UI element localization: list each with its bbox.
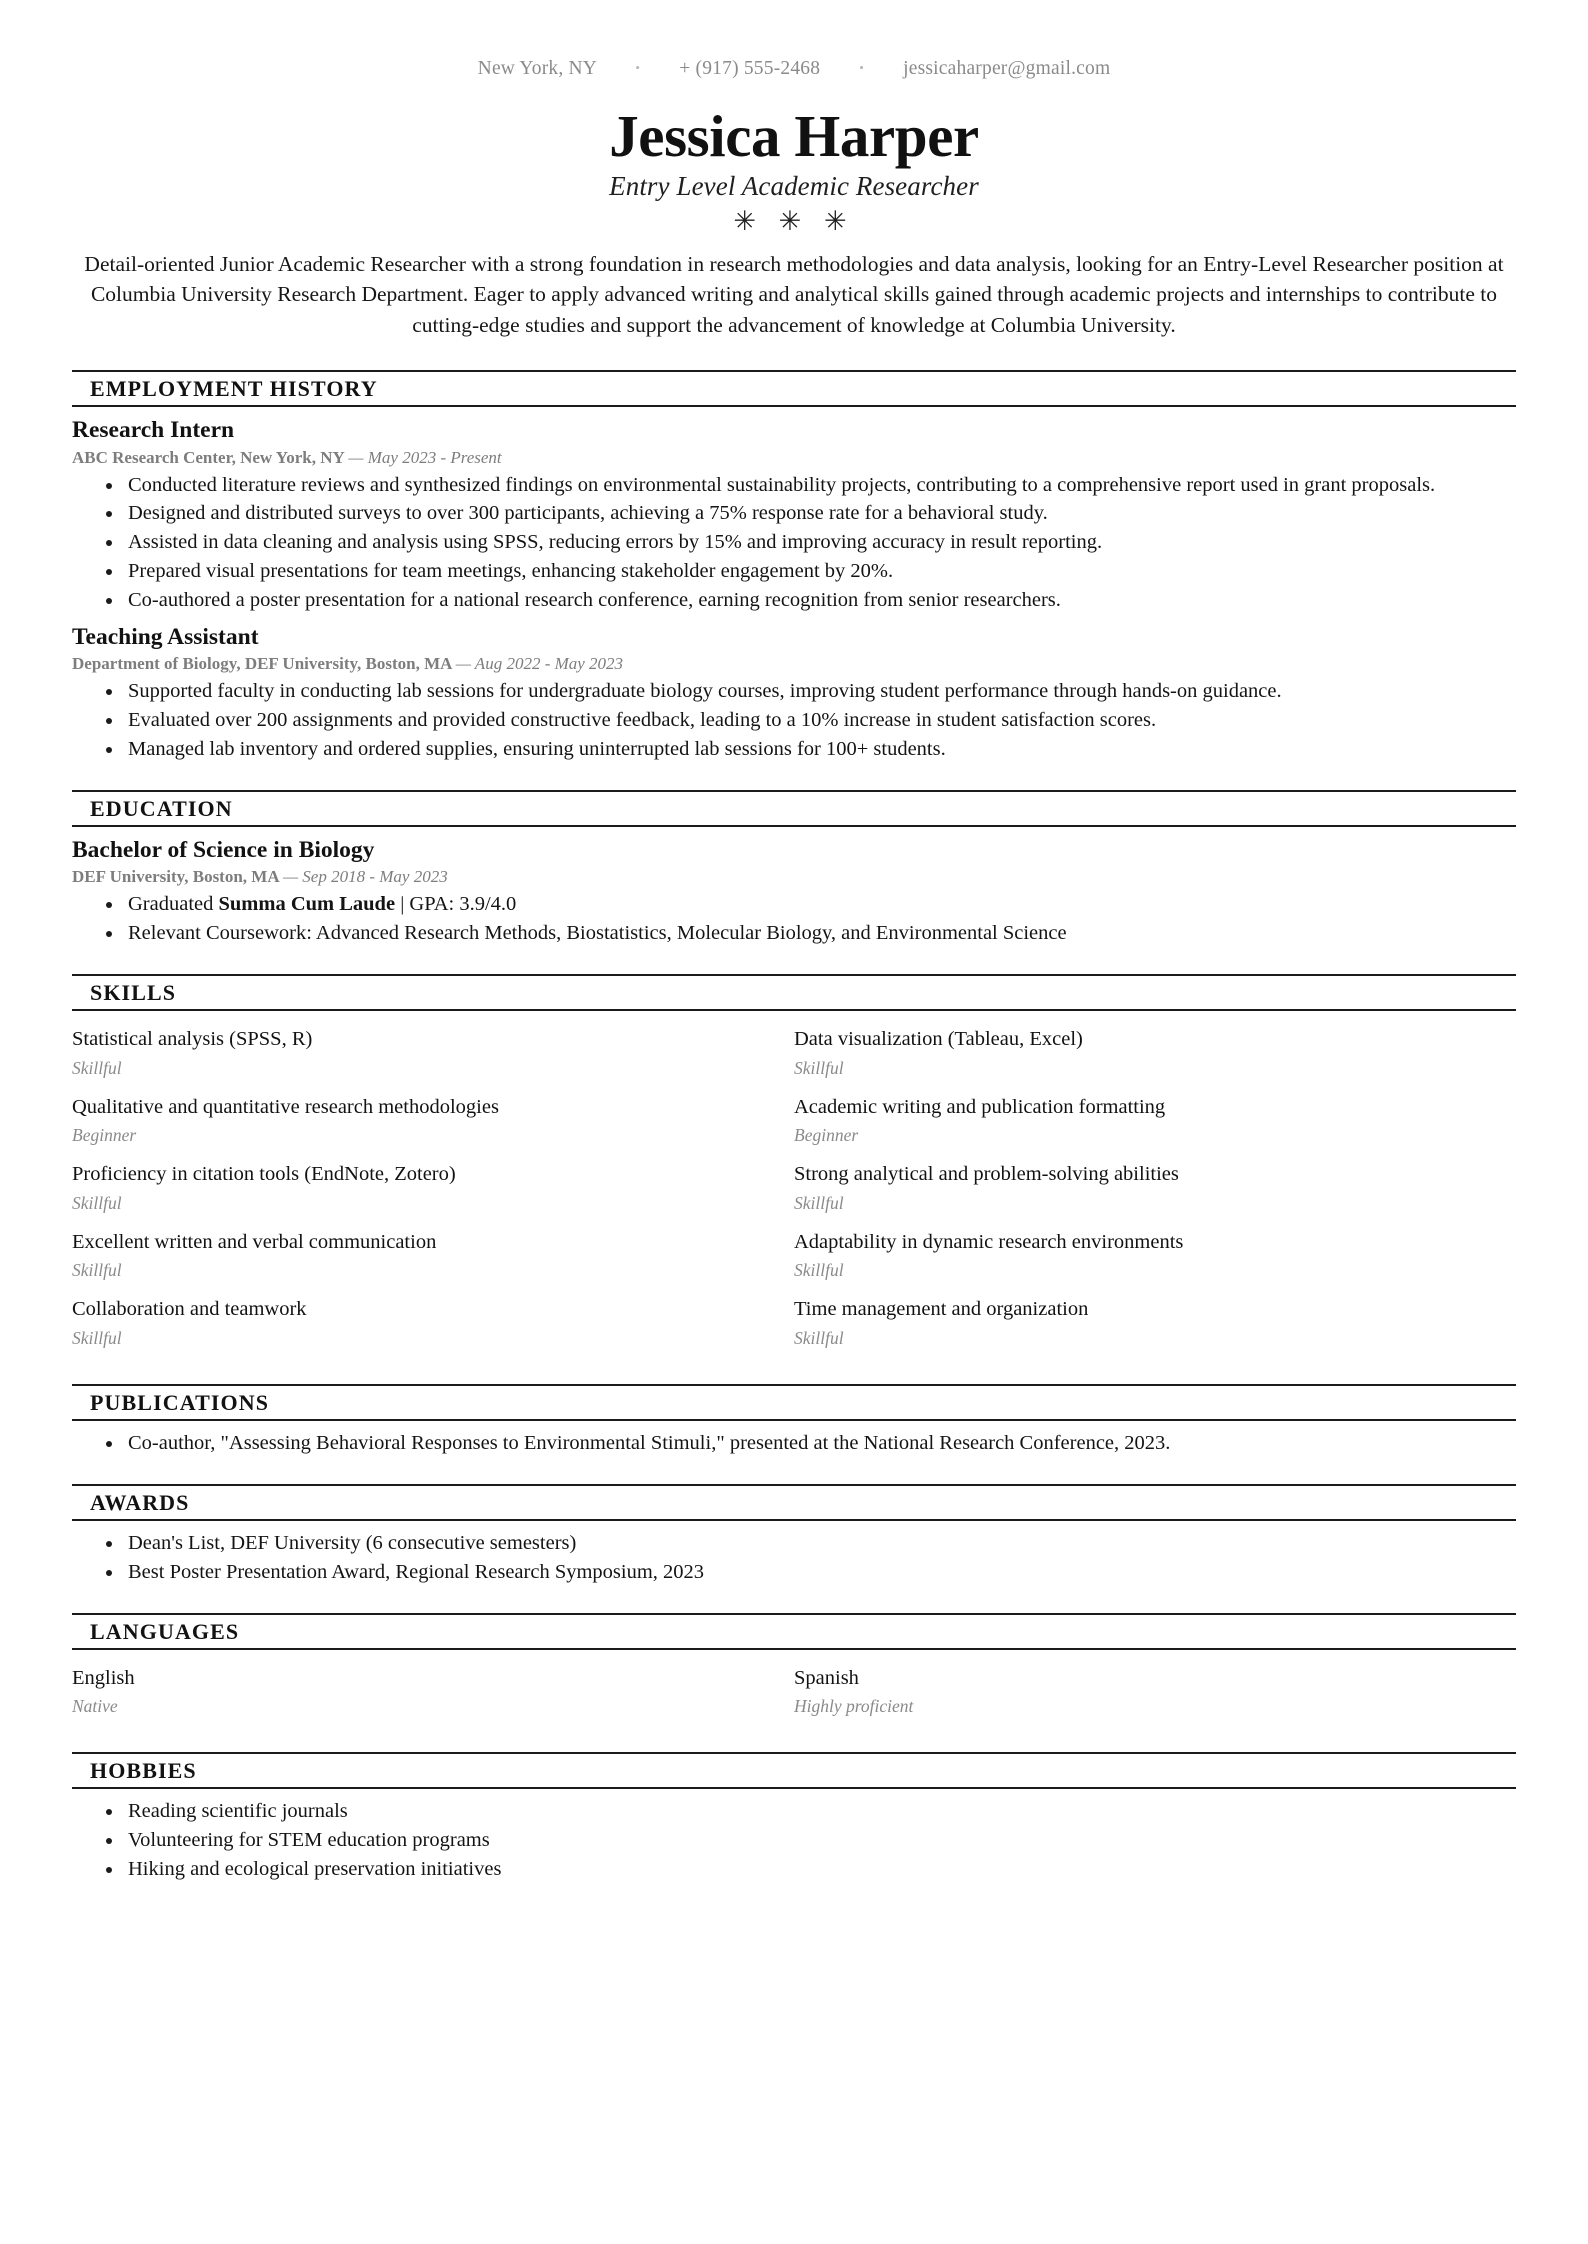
publications-list [72,1430,1516,1458]
list-item: Relevant Coursework: Advanced Research Methods, Biostatistics, Molecular Biology, and Environmental Science [126,920,1516,948]
skills-grid [72,1020,1516,1358]
skill-item [794,1223,1516,1291]
contact-location: New York, NY [477,58,597,79]
list-item: Best Poster Presentation Award, Regional Research Symposium, 2023 [126,1559,1516,1587]
entry-organization: Department of Biology, DEF University, Boston, MA [72,654,456,674]
skill-item [794,1088,1516,1156]
languages-grid [72,1659,1516,1727]
list-item: Volunteering for STEM education programs [126,1827,1516,1855]
skill-item [72,1088,794,1156]
item-level: Skillful [794,1260,844,1281]
experience-entry [72,836,1516,948]
entry-bullets [72,891,1516,948]
section-hobbies [72,1752,1516,1884]
contact-line [72,58,1516,80]
item-name: Collaboration and teamwork [72,1298,307,1321]
item-name: Statistical analysis (SPSS, R) [72,1027,313,1050]
item-name: Spanish [794,1666,859,1689]
list-item: Dean's List, DEF University (6 consecutive semesters) [126,1530,1516,1558]
item-level: Skillful [794,1328,844,1349]
entry-title: Bachelor of Science in Biology [72,836,375,863]
skill-item [72,1155,794,1223]
section-skills [72,974,1516,1358]
item-level: Beginner [72,1125,137,1146]
item-name: Excellent written and verbal communication [72,1230,437,1253]
skill-item [72,1223,794,1291]
entry-dates: — May 2023 - Present [348,447,502,467]
list-item: Hiking and ecological preservation initiatives [126,1856,1516,1884]
item-level: Skillful [72,1260,122,1281]
employment-entries [72,416,1516,764]
item-name: Data visualization (Tableau, Excel) [794,1027,1083,1050]
entry-organization: ABC Research Center, New York, NY [72,447,349,467]
list-item: Prepared visual presentations for team meetings, enhancing stakeholder engagement by 20%. [126,558,1516,586]
list-item: Reading scientific journals [126,1798,1516,1826]
item-name: Qualitative and quantitative research methodologies [72,1095,499,1118]
section-header-education [72,790,1516,827]
list-item: Designed and distributed surveys to over 300 participants, achieving a 75% response rate for a behavioral study. [126,500,1516,528]
contact-email: jessicaharper@gmail.com [903,58,1111,79]
item-name: Academic writing and publication formatting [794,1095,1166,1118]
section-title: AWARDS [90,1489,190,1515]
list-item: Conducted literature reviews and synthesized findings on environmental sustainability projects, contributing to a comprehensive report used in grant proposals. [126,472,1516,500]
item-level: Skillful [72,1192,122,1213]
section-title: EMPLOYMENT HISTORY [90,376,378,402]
entry-title: Teaching Assistant [72,623,259,650]
awards-list [72,1530,1516,1587]
entry-dates: — Aug 2022 - May 2023 [455,654,624,674]
experience-entry [72,416,1516,615]
item-level: Highly proficient [794,1696,914,1717]
entry-organization: DEF University, Boston, MA [72,867,283,887]
item-level: Skillful [794,1057,844,1078]
list-item: Co-author, "Assessing Behavioral Responses to Environmental Stimuli," presented at the National Research Conference, 2023. [126,1430,1516,1458]
item-level: Skillful [72,1057,122,1078]
item-name: English [72,1666,135,1689]
education-entries [72,836,1516,948]
skill-item [794,1290,1516,1358]
section-awards [72,1484,1516,1587]
item-level: Skillful [72,1328,122,1349]
item-name: Time management and organization [794,1298,1089,1321]
entry-dates: — Sep 2018 - May 2023 [282,867,448,887]
item-level: Skillful [794,1192,844,1213]
skill-item [794,1020,1516,1088]
item-level: Native [72,1696,118,1717]
language-item [72,1659,794,1727]
entry-bullets [72,472,1516,615]
section-header-hobbies [72,1752,1516,1789]
section-header-languages [72,1613,1516,1650]
entry-meta [72,866,1516,888]
candidate-name: Jessica Harper [609,103,979,169]
item-name: Adaptability in dynamic research environments [794,1230,1184,1253]
section-header-skills [72,974,1516,1011]
asterisk-divider-icon: ✳ ✳ ✳ [733,205,855,236]
list-item: Graduated Summa Cum Laude | GPA: 3.9/4.0 [126,891,1516,919]
contact-separator-2: • [859,59,865,75]
list-item: Evaluated over 200 assignments and provided constructive feedback, leading to a 10% increase in student satisfaction scores. [126,707,1516,735]
section-title: LANGUAGES [90,1618,240,1644]
professional-summary: Detail-oriented Junior Academic Researcher with a strong foundation in research methodologies and data analysis, looking for an Entry-Level Researcher position at Columbia University Research Department. Eager to apply advanced writing and analytical skills gained through academic projects and internships to contribute to cutting-edge studies and support the advancement of knowledge at Columbia University. [84,251,1504,337]
list-item: Assisted in data cleaning and analysis using SPSS, reducing errors by 15% and improving accuracy in result reporting. [126,529,1516,557]
entry-meta [72,653,1516,675]
item-name: Strong analytical and problem-solving abilities [794,1163,1179,1186]
section-education [72,790,1516,948]
entry-meta [72,447,1516,469]
entry-bullets [72,678,1516,764]
section-languages [72,1613,1516,1727]
item-level: Beginner [794,1125,859,1146]
skill-item [72,1020,794,1088]
language-item [794,1659,1516,1727]
section-header-publications [72,1384,1516,1421]
section-title: SKILLS [90,979,177,1005]
entry-title: Research Intern [72,417,235,444]
experience-entry [72,623,1516,764]
list-item: Managed lab inventory and ordered supplies, ensuring uninterrupted lab sessions for 100+ students. [126,736,1516,764]
skill-item [794,1155,1516,1223]
contact-separator-1: • [635,59,641,75]
list-item: Co-authored a poster presentation for a national research conference, earning recognition from senior researchers. [126,587,1516,615]
contact-phone: + (917) 555-2468 [679,58,821,79]
section-employment-history [72,370,1516,764]
list-item: Supported faculty in conducting lab sessions for undergraduate biology courses, improving student performance through hands-on guidance. [126,678,1516,706]
section-title: PUBLICATIONS [90,1390,270,1416]
section-header-employment [72,370,1516,407]
hobbies-list [72,1798,1516,1884]
section-title: EDUCATION [90,795,233,821]
section-publications [72,1384,1516,1458]
item-name: Proficiency in citation tools (EndNote, Zotero) [72,1163,456,1186]
section-header-awards [72,1484,1516,1521]
skill-item [72,1290,794,1358]
candidate-tagline: Entry Level Academic Researcher [609,170,979,201]
section-title: HOBBIES [90,1758,197,1784]
